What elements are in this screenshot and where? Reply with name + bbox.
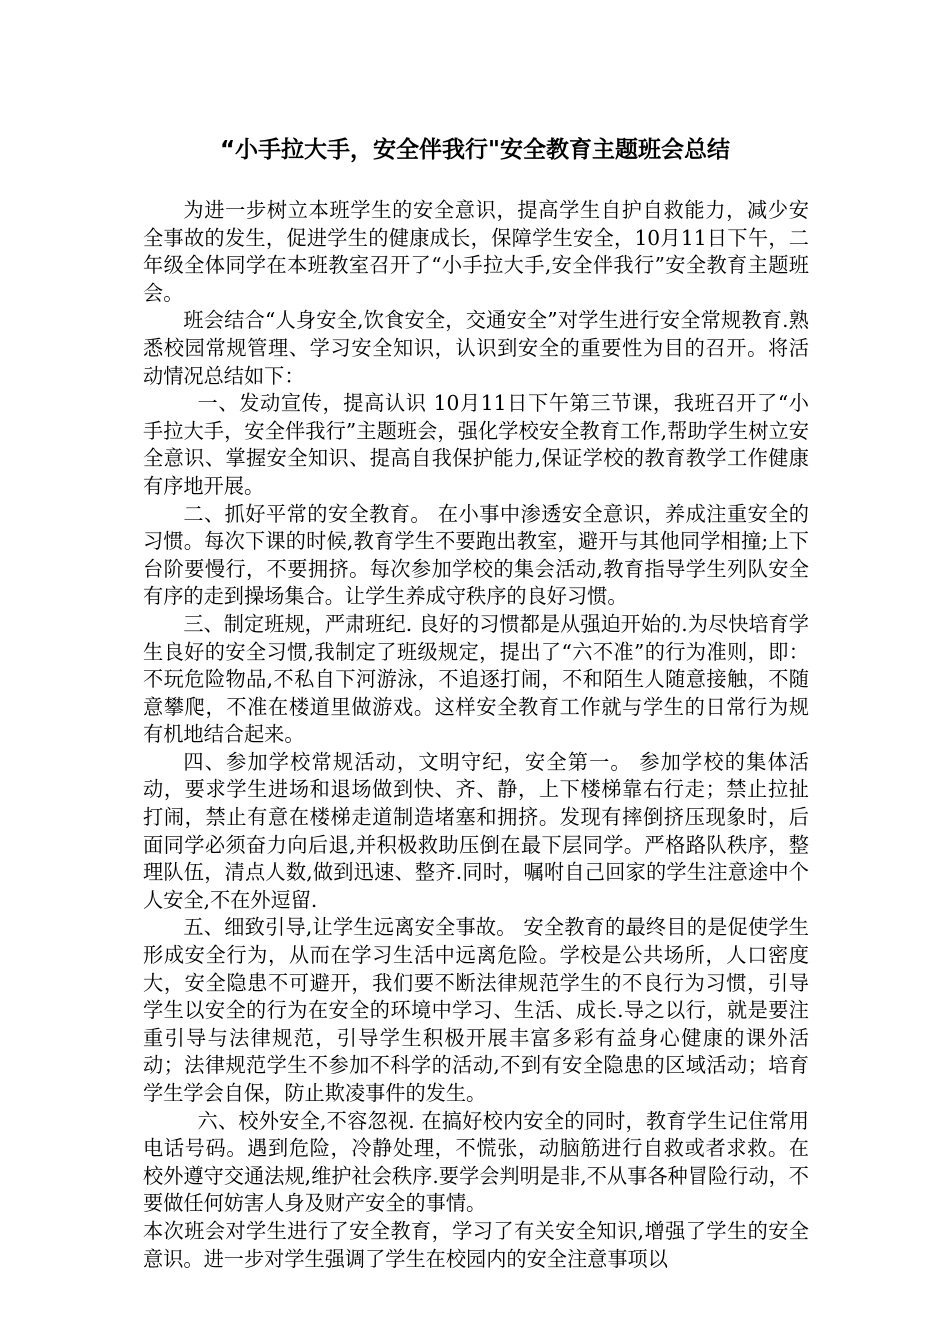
paragraph-section-4: 四、参加学校常规活动，文明守纪，安全第一。 参加学校的集体活动，要求学生进场和退场做到快、齐、静，上下楼梯靠右行走；禁止拉扯打闹，禁止有意在楼梯走道制造堵塞和拥挤。发现有摔倒挤压现象时，后面同学必须奋力向后退,并积极救助压倒在最下层同学。严格路队秩序，整理队伍，清点人数,做到迅速、整齐.同时，嘱咐自己回家的学生注意途中个人安全,不在外逗留. (143, 749, 809, 912)
paragraph-section-1: 一、发动宣传，提高认识 10月11日下午第三节课，我班召开了“小手拉大手，安全伴我行”主题班会，强化学校安全教育工作,帮助学生树立安全意识、掌握安全知识、提高自我保护能力,保证学校的教育教学工作健康有序地开展。 (143, 391, 809, 498)
paragraph-section-5: 五、细致引导,让学生远离安全事故。 安全教育的最终目的是促使学生形成安全行为，从而在学习生活中远离危险。学校是公共场所，人口密度大，安全隐患不可避开，我们要不断法律规范学生的不良行为习惯，引导学生以安全的行为在安全的环境中学习、生活、成长.导之以行，就是要注重引导与法律规范，引导学生积极开展丰富多彩有益身心健康的课外活动；法律规范学生不参加不科学的活动,不到有安全隐患的区域活动；培育学生学会自保，防止欺凌事件的发生。 (143, 915, 809, 1105)
paragraph-section-3: 三、制定班规，严肃班纪. 良好的习惯都是从强迫开始的.为尽快培育学生良好的安全习惯,我制定了班级规定，提出了“六不准”的行为准则，即：不玩危险物品,不私自下河游泳，不追逐打闹，不和陌生人随意接触，不随意攀爬，不准在楼道里做游戏。这样安全教育工作就与学生的日常行为规有机地结合起来。 (143, 611, 809, 747)
paragraph-section-6: 六、校外安全,不容忽视. 在搞好校内安全的同时，教育学生记住常用电话号码。遇到危险，冷静处理，不慌张，动脑筋进行自救或者求救。在校外遵守交通法规,维护社会秩序.要学会判明是非,不从事各种冒险行动，不要做任何妨害人身及财产安全的事情。 (143, 1108, 809, 1216)
document-title: “小手拉大手，安全伴我行"安全教育主题班会总结 (219, 137, 731, 163)
paragraph-intro: 为进一步树立本班学生的安全意识，提高学生自护自救能力，减少安全事故的发生，促进学生的健康成长，保障学生安全，10月11日下午，二年级全体同学在本班教室召开了“小手拉大手,安全伴我行”安全教育主题班会。 (143, 198, 809, 305)
paragraph-purpose: 班会结合“人身安全,饮食安全，交通安全”对学生进行安全常规教育.熟悉校园常规管理、学习安全知识，认识到安全的重要性为目的召开。将活动情况总结如下： (143, 308, 809, 388)
paragraph-conclusion: 本次班会对学生进行了安全教育，学习了有关安全知识,增强了学生的安全意识。进一步对学生强调了学生在校园内的安全注意事项以 (143, 1218, 809, 1271)
paragraph-section-2: 二、抓好平常的安全教育。 在小事中渗透安全意识，养成注重安全的习惯。每次下课的时候,教育学生不要跑出教室，避开与其他同学相撞;上下台阶要慢行，不要拥挤。每次参加学校的集会活动,教育指导学生列队安全有序的走到操场集合。让学生养成守秩序的良好习惯。 (143, 501, 809, 609)
document-body (143, 197, 809, 1273)
